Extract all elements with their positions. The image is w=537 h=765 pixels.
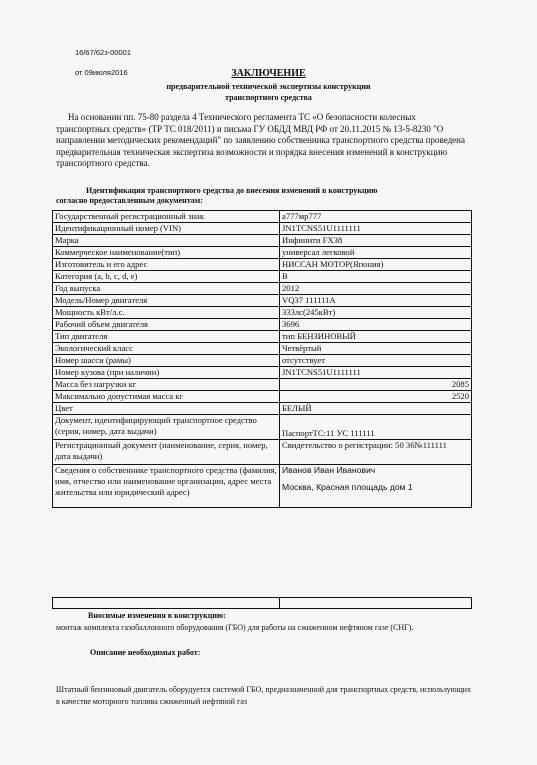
document-number: 16/67/62з-00001: [75, 48, 131, 57]
table-row: [53, 331, 472, 343]
identification-heading-line-2: согласно предоставленным документам:: [56, 196, 203, 205]
table-row: [53, 247, 472, 259]
table-row: [53, 271, 472, 283]
subtitle-line-2: транспортного средства: [225, 93, 312, 102]
row-value: 333лс(245кВт): [280, 307, 472, 319]
row-label: Номер шасси (рамы): [53, 355, 280, 367]
row-label: Сведения о собственнике транспортного средства (фамилия, имя, отчество или наименование организации, адрес места жительства или юридический адрес): [53, 465, 280, 508]
table-row: [53, 211, 472, 223]
row-label: Изготовитель и его адрес: [53, 259, 280, 271]
document-title: ЗАКЛЮЧЕНИЕ: [231, 68, 306, 79]
table-row: [53, 295, 472, 307]
row-label: Идентификационный номер (VIN): [53, 223, 280, 235]
row-value: JN1TCNS51U1111111: [280, 367, 472, 379]
intro-paragraph: На основании пп. 75-80 раздела 4 Технического регламента ТС «О безопасности колесных транспортных средств» (ТР ТС 018/2011) и письма ГУ ОБДД МВД РФ от 20.11.2015 № 13-5-8230 "О направлении методических рекомендаций" по заявлению собственника транспортного средства проведена предварительная техническая экспертиза возможности и порядка внесения изменений в конструкцию транспортного средства.: [56, 112, 465, 168]
row-label: Рабочий объем двигателя: [53, 319, 280, 331]
row-label: Тип двигателя: [53, 331, 280, 343]
row-label: Документ, идентифицирующий транспортное средство (серия, номер, дата выдачи): [53, 415, 280, 440]
row-label: Коммерческое наименование(тип): [53, 247, 280, 259]
row-label: Масса без нагрузки кг: [53, 379, 280, 391]
table-row: [53, 391, 472, 403]
row-label: Категория (a, b, c, d, e): [53, 271, 280, 283]
table-row: [53, 367, 472, 379]
row-label: Марка: [53, 235, 280, 247]
row-value: JN1TCNS51U1111111: [280, 223, 472, 235]
changes-heading: Вносимые изменения в конструкцию:: [88, 611, 226, 620]
row-label: Модель/Номер двигателя: [53, 295, 280, 307]
owner-name: Иванов Иван Иванович: [282, 465, 376, 475]
table-row: [53, 307, 472, 319]
document-subtitle: [0, 81, 537, 103]
empty-cell: [53, 598, 280, 609]
row-label: Максимально допустимая масса кг: [53, 391, 280, 403]
identification-heading: [56, 186, 476, 206]
row-value: Свидетельство о регистрации: 50 36№111111: [280, 440, 472, 465]
row-value: 2012: [280, 283, 472, 295]
identification-heading-line-1: Идентификация транспортного средства до внесения изменений в конструкцию: [86, 186, 378, 195]
row-value: отсутствует: [280, 355, 472, 367]
table-row: [53, 343, 472, 355]
row-value: НИССАН МОТОР(Япония): [280, 259, 472, 271]
empty-cell: [280, 598, 472, 609]
row-value: БЕЛЫЙ: [280, 403, 472, 415]
table-row-vehicle-document: [53, 415, 472, 440]
table-row: [53, 223, 472, 235]
owner-address: Москва, Красная площадь дом 1: [282, 482, 413, 492]
vehicle-identification-table: [52, 210, 472, 508]
row-value: 3696: [280, 319, 472, 331]
subtitle-line-1: предварительной технической экспертизы конструкции: [166, 82, 371, 91]
row-value: Четвёртый: [280, 343, 472, 355]
table-row: [53, 319, 472, 331]
table-row: [53, 283, 472, 295]
table-row: [53, 259, 472, 271]
row-value: VQ37 111111A: [280, 295, 472, 307]
row-value: ПаспортТС:11 УС 111111: [280, 415, 472, 440]
document-date: от 09июля2016: [75, 68, 128, 77]
owner-info: [280, 465, 472, 508]
changes-text: монтаж комплекта газобаллонного оборудования (ГБО) для работы на сжиженном нефтяном газе (СНГ).: [56, 623, 414, 632]
row-value: Инфинити FX38: [280, 235, 472, 247]
empty-table-band: [52, 597, 472, 609]
row-label: Регистрационный документ (наименование, серия, номер, дата выдачи): [53, 440, 280, 465]
row-value: 2085: [280, 379, 472, 391]
table-row-registration-document: [53, 440, 472, 465]
table-row: [53, 355, 472, 367]
works-text: Штатный бензиновый двигатель оборудуется системой ГБО, предназначенной для транспортных средств, использующих в качестве моторного топлива сжиженный нефтяной газ: [56, 685, 472, 706]
row-value: 2520: [280, 391, 472, 403]
table-row-owner: [53, 465, 472, 508]
row-label: Экологический класс: [53, 343, 280, 355]
row-value: тип БЕНЗИНОВЫЙ: [280, 331, 472, 343]
row-label: Мощность кВт/л.с.: [53, 307, 280, 319]
row-label: Номер кузова (при наличии): [53, 367, 280, 379]
table-row: [53, 403, 472, 415]
works-heading: Описание необходимых работ:: [90, 648, 201, 657]
table-row: [53, 379, 472, 391]
row-value: а777мр777: [280, 211, 472, 223]
table-row: [53, 235, 472, 247]
row-value: B: [280, 271, 472, 283]
row-label: Государственный регистрационный знак: [53, 211, 280, 223]
row-label: Год выпуска: [53, 283, 280, 295]
row-label: Цвет: [53, 403, 280, 415]
row-value: универсал легковой: [280, 247, 472, 259]
